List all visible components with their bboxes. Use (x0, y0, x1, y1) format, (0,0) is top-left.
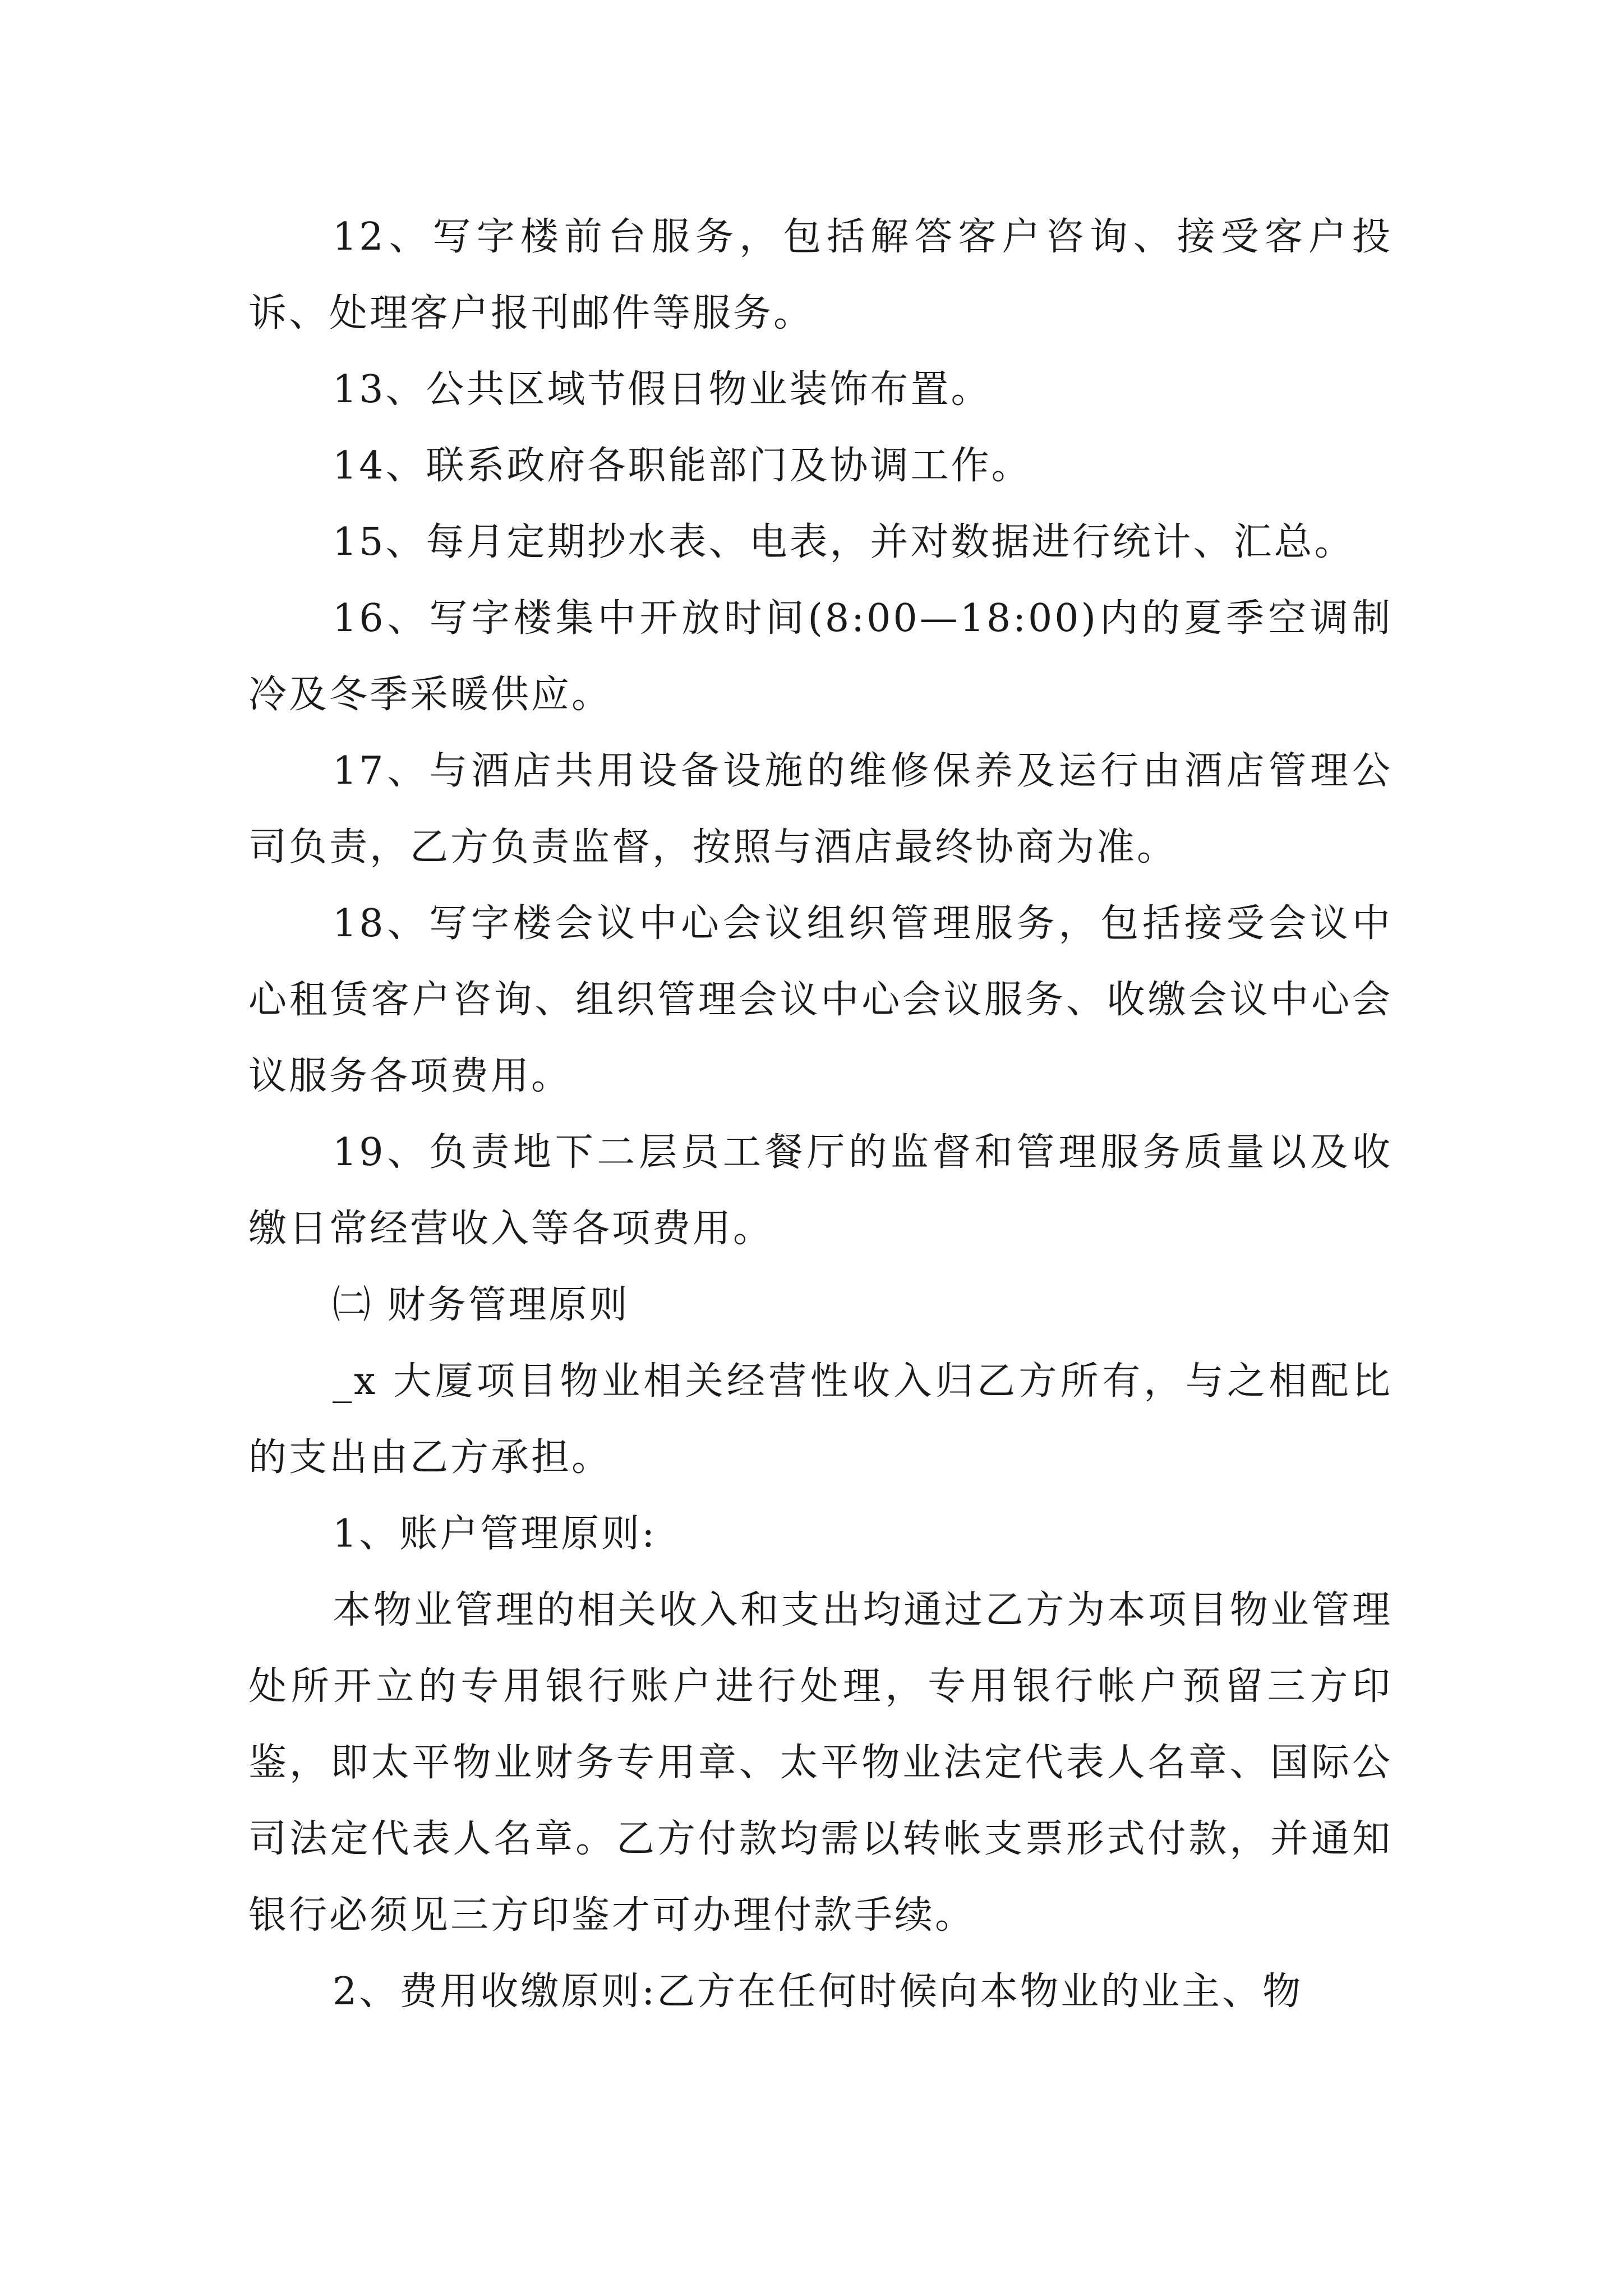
paragraph-account-management: 本物业管理的相关收入和支出均通过乙方为本项目物业管理处所开立的专用银行账户进行处理，专用银行帐户预留三方印鉴，即太平物业财务专用章、太平物业法定代表人名章、国际公司法定代表人名章。乙方付款均需以转帐支票形式付款，并通知银行必须见三方印鉴才可办理付款手续。 (248, 1588, 1393, 1938)
paragraph-item-15: 15、每月定期抄水表、电表，并对数据进行统计、汇总。 (333, 520, 1355, 564)
paragraph-item-12: 12、写字楼前台服务，包括解答客户咨询、接受客户投诉、处理客户报刊邮件等服务。 (248, 215, 1393, 335)
paragraph-finance-intro: _x 大厦项目物业相关经营性收入归乙方所有，与之相配比的支出由乙方承担。 (248, 1359, 1393, 1480)
paragraph-fee-collection: 2、费用收缴原则:乙方在任何时候向本物业的业主、物 (333, 1970, 1303, 2014)
paragraph-item-16: 16、写字楼集中开放时间(8:00—18:00)内的夏季空调制冷及冬季采暖供应。 (248, 596, 1393, 717)
document-body (248, 199, 1393, 2030)
paragraph-item-17: 17、与酒店共用设备设施的维修保养及运行由酒店管理公司负责，乙方负责监督，按照与酒店最终协商为准。 (248, 749, 1393, 869)
paragraph-item-19: 19、负责地下二层员工餐厅的监督和管理服务质量以及收缴日常经营收入等各项费用。 (248, 1130, 1393, 1251)
section-heading-finance: ㈡ 财务管理原则 (333, 1283, 630, 1327)
paragraph-item-13: 13、公共区域节假日物业装饰布置。 (333, 367, 992, 412)
paragraph-item-18: 18、写字楼会议中心会议组织管理服务，包括接受会议中心租赁客户咨询、组织管理会议中心会议服务、收缴会议中心会议服务各项费用。 (248, 901, 1393, 1098)
paragraph-item-14: 14、联系政府各职能部门及协调工作。 (333, 444, 1032, 488)
subheading-account-management: 1、账户管理原则: (333, 1512, 657, 1556)
